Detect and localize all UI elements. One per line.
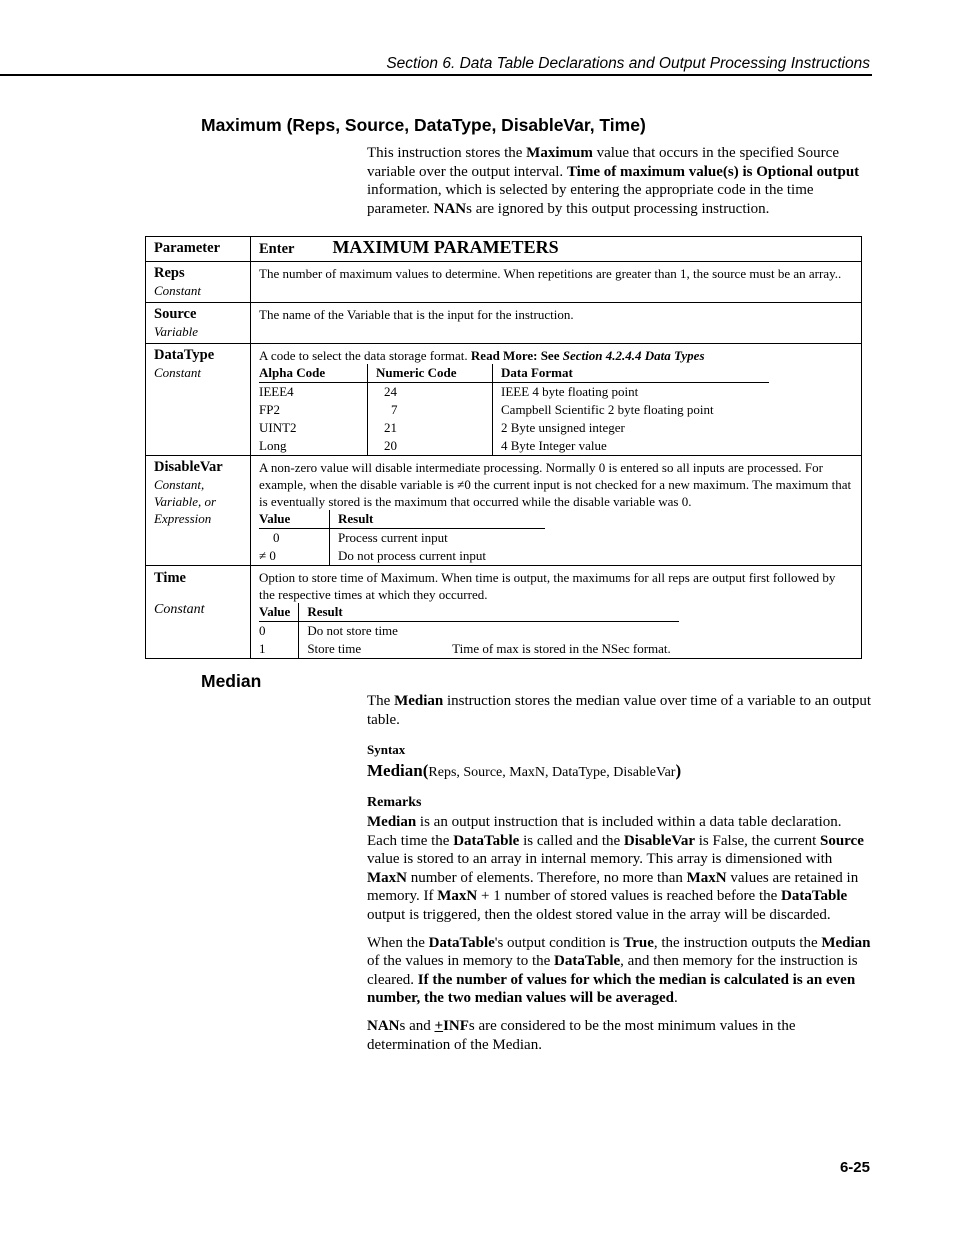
disablevar-value-row: 0 Process current input (259, 529, 545, 548)
time-value-row: 1 Store time Time of max is stored in the NSec format. (259, 641, 671, 656)
source-row (146, 303, 862, 344)
result-header: Result (330, 510, 546, 529)
time-row (146, 566, 862, 659)
syntax-label: Syntax (367, 742, 406, 758)
data-format-header: Data Format (493, 364, 770, 383)
datatype-codes-table (259, 364, 769, 455)
disablevar-value-row: ≠ 0 Do not process current input (259, 548, 487, 563)
time-value-row: 0 Do not store time (259, 623, 398, 638)
median-heading: Median (201, 671, 262, 691)
median-body (367, 692, 872, 1063)
syntax-line: Median(Reps, Source, MaxN, DataType, DisableVar) (367, 760, 682, 780)
running-header: Section 6. Data Table Declarations and Output Processing Instructions (386, 55, 870, 72)
reps-name: Reps (154, 265, 185, 281)
table-header-row (146, 237, 862, 262)
disablevar-row (146, 456, 862, 566)
output-paragraph: When the DataTable's output condition is True, the instruction outputs the Median of the values in memory to the DataTable, and then memory for the instruction is cleared. If the number of values for which the median is calculated is an even number, the two median values will be averaged. (367, 934, 871, 1007)
header-rule (0, 74, 872, 76)
datatype-row (146, 344, 862, 456)
disablevar-name: DisableVar (154, 459, 223, 475)
maximum-parameters-table (145, 236, 862, 659)
datatype-code-row: UINT2 21 2 Byte unsigned integer (259, 420, 625, 435)
enter-header: Enter (259, 241, 295, 257)
nan-paragraph: NANs and +INFs are considered to be the most minimum values in the determination of the Median. (367, 1017, 796, 1053)
time-desc: Option to store time of Maximum. When time is output, the maximums for all reps are output first followed by the respective times at which they occurred. (259, 570, 836, 602)
datatype-code-row: Long 20 4 Byte Integer value (259, 438, 607, 453)
source-type: Variable (154, 324, 199, 339)
datatype-type: Constant (154, 365, 201, 380)
disablevar-desc: A non-zero value will disable intermediate processing. Normally 0 is entered so all inputs are processed. For example, when the disable variable is ≠0 the current input is not checked for a new maximum. The maximum that is eventually stored is the maximum that occurred while the disable variable was 0. (259, 460, 852, 509)
time-values-table (259, 603, 679, 658)
median-intro: The Median instruction stores the median value over time of a variable to an output table. (367, 693, 872, 728)
maximum-heading: Maximum (Reps, Source, DataType, DisableVar, Time) (201, 115, 646, 135)
maximum-intro: This instruction stores the Maximum value that occurs in the specified Source variable over the output interval. Time of maximum value(s) is Optional output information, which is selected by entering the appropriate code in the time parameter. NANs are ignored by this output processing instruction. (367, 145, 860, 217)
value-header: Value (259, 603, 299, 622)
datatype-code-row: IEEE4 24 IEEE 4 byte floating point (259, 384, 639, 399)
page-number: 6-25 (839, 1159, 870, 1176)
disablevar-type: Variable, or (154, 494, 217, 509)
numeric-code-header: Numeric Code (368, 364, 493, 383)
parameter-header: Parameter (154, 240, 221, 256)
datatype-name: DataType (154, 347, 215, 363)
value-header: Value (259, 510, 330, 529)
disablevar-values-table (259, 510, 545, 565)
datatype-desc: A code to select the data storage format. Read More: See Section 4.2.4.4 Data Types (259, 348, 705, 363)
table-title: MAXIMUM PARAMETERS (332, 237, 559, 257)
reps-type: Constant (154, 283, 201, 298)
result-header: Result (299, 603, 679, 622)
time-name: Time (154, 570, 186, 586)
disablevar-type: Constant, (154, 477, 205, 492)
remarks-paragraph: Median is an output instruction that is included within a data table declaration. Each time the DataTable is called and the DisableVar is False, the current Source value is stored to an array in internal memory. This array is dimensioned with MaxN number of elements. Therefore, no more than MaxN values are retained in memory. If MaxN + 1 number of stored values is reached before the DataTable output is triggered, then the oldest stored value in the array will be discarded. (367, 813, 864, 923)
reps-desc: The number of maximum values to determine. When repetitions are greater than 1, the source must be an array.. (259, 266, 842, 281)
alpha-code-header: Alpha Code (259, 364, 368, 383)
disablevar-type: Expression (154, 511, 212, 526)
time-type: Constant (154, 602, 205, 617)
datatype-code-row: FP2 7 Campbell Scientific 2 byte floating point (259, 402, 714, 417)
remarks-label: Remarks (367, 795, 422, 811)
source-name: Source (154, 306, 197, 322)
source-desc: The name of the Variable that is the input for the instruction. (259, 307, 574, 322)
reps-row (146, 262, 862, 303)
time-note: Time of max is stored in the NSec format. (452, 641, 671, 656)
